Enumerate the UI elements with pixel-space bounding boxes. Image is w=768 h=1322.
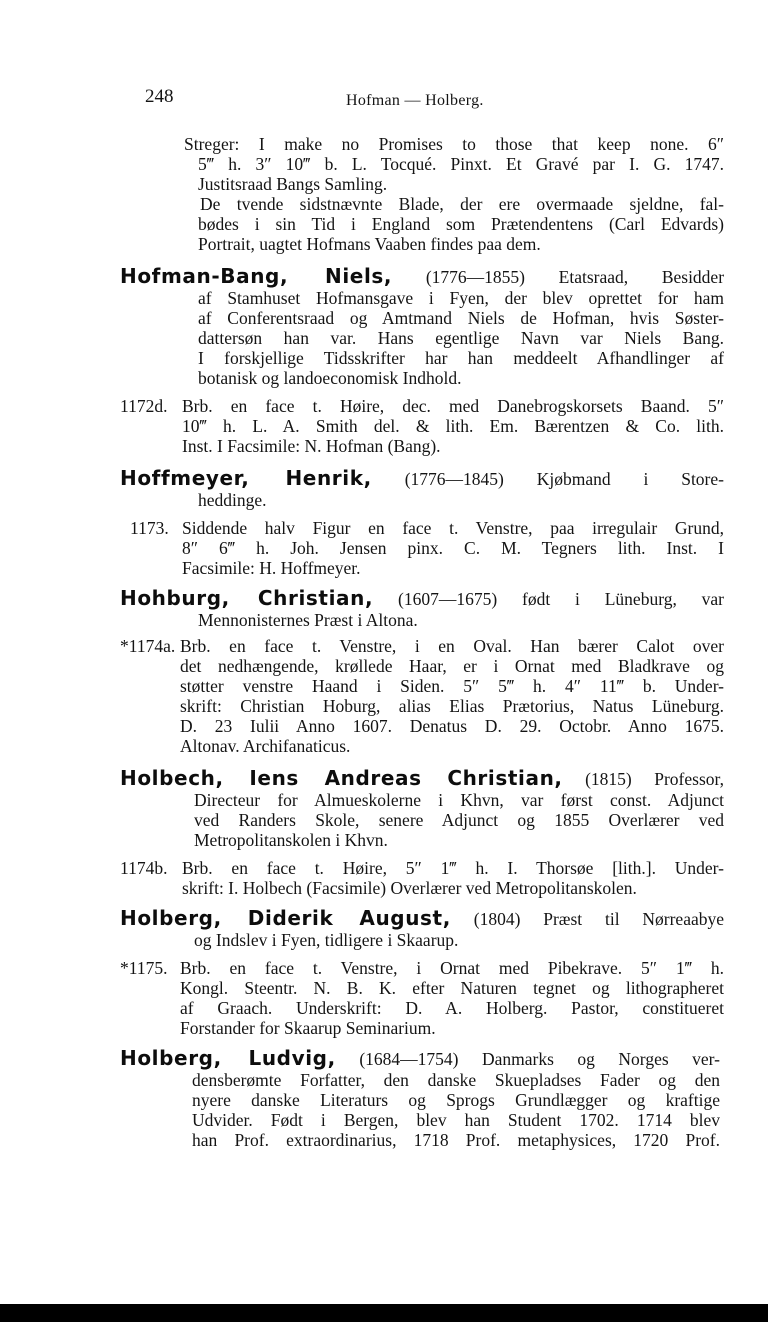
text-line: Facsimile: H. Hoffmeyer. bbox=[182, 558, 361, 578]
entry-heading bbox=[120, 906, 724, 930]
text-line: Streger: I make no Promises to those that keep none. 6″ bbox=[184, 134, 724, 154]
page-number: 248 bbox=[145, 86, 174, 107]
entry-name: Hohburg, Christian, bbox=[120, 586, 374, 610]
entry-heading bbox=[120, 1046, 720, 1070]
text-line: Brb. en face t. Venstre, i en Oval. Han bærer Calot over bbox=[180, 636, 724, 656]
text-line: Siddende halv Figur en face t. Venstre, paa irregulair Grund, bbox=[182, 518, 724, 538]
text-line: bødes i sin Tid i England som Prætendentens (Carl Edvards) bbox=[198, 214, 724, 234]
page-header bbox=[0, 86, 768, 112]
entry-name: Holberg, Diderik August, bbox=[120, 906, 451, 930]
text-line: Kongl. Steentr. N. B. K. efter Naturen tegnet og lithographeret bbox=[180, 978, 724, 998]
entry-holberg-ludvig bbox=[0, 1046, 768, 1150]
text-line: støtter venstre Haand i Siden. 5″ 5‴ h. 4″ 11‴ b. Under- bbox=[180, 676, 724, 696]
entry-heading-rest: (1776—1845) Kjøbmand i Store- bbox=[404, 469, 724, 489]
entry-name: Hofman-Bang, Niels, bbox=[120, 264, 393, 288]
text-line: ved Randers Skole, senere Adjunct og 1855 Overlærer ved bbox=[194, 810, 724, 830]
text-line: De tvende sidstnævnte Blade, der ere overmaade sjeldne, fal- bbox=[200, 194, 724, 214]
item-number: *1174a. bbox=[120, 636, 176, 656]
text-line: skrift: I. Holbech (Facsimile) Overlærer ved Metropolitanskolen. bbox=[182, 878, 637, 898]
entry-holberg-diderik bbox=[0, 906, 768, 1038]
text-line: af Stamhuset Hofmansgave i Fyen, der blev oprettet for ham bbox=[198, 288, 724, 308]
text-line: Metropolitanskolen i Khvn. bbox=[194, 830, 388, 850]
continuation-block bbox=[184, 134, 724, 254]
entry-hofman-bang bbox=[0, 264, 768, 456]
entry-heading bbox=[120, 466, 724, 490]
catalog-item bbox=[0, 518, 768, 578]
entry-hoffmeyer bbox=[0, 466, 768, 578]
text-line: Brb. en face t. Venstre, i Ornat med Pibekrave. 5″ 1‴ h. bbox=[180, 958, 724, 978]
text-line: 8″ 6‴ h. Joh. Jensen pinx. C. M. Tegners lith. Inst. I bbox=[182, 538, 724, 558]
entry-heading bbox=[120, 586, 724, 610]
text-line: han Prof. extraordinarius, 1718 Prof. metaphysices, 1720 Prof. bbox=[192, 1130, 720, 1150]
text-line: Portrait, uagtet Hofmans Vaaben findes paa dem. bbox=[198, 234, 541, 254]
text-line: skrift: Christian Hoburg, alias Elias Prætorius, Natus Lüneburg. bbox=[180, 696, 724, 716]
text-line: det nedhængende, krøllede Haar, er i Ornat med Bladkrave og bbox=[180, 656, 724, 676]
entry-heading-rest: (1815) Professor, bbox=[585, 769, 724, 789]
text-line: 10‴ h. L. A. Smith del. & lith. Em. Bærentzen & Co. lith. bbox=[182, 416, 724, 436]
entry-heading bbox=[120, 766, 724, 790]
catalog-item bbox=[0, 958, 768, 1038]
text-line: Mennonisternes Præst i Altona. bbox=[198, 610, 418, 630]
text-line: af Graach. Underskrift: D. A. Holberg. Pastor, constitueret bbox=[180, 998, 724, 1018]
text-line: Udvider. Født i Bergen, blev han Student 1702. 1714 blev bbox=[192, 1110, 720, 1130]
entry-heading-rest: (1804) Præst til Nørreaabye bbox=[473, 909, 724, 929]
text-line: Forstander for Skaarup Seminarium. bbox=[180, 1018, 436, 1038]
text-line: Directeur for Almueskolerne i Khvn, var først const. Adjunct bbox=[194, 790, 724, 810]
running-title: Hofman — Holberg. bbox=[346, 92, 484, 109]
catalog-item bbox=[0, 636, 768, 756]
text-line: Brb. en face t. Høire, dec. med Danebrogskorsets Baand. 5″ bbox=[182, 396, 724, 416]
entry-heading-rest: (1776—1855) Etatsraad, Besidder bbox=[425, 267, 724, 287]
text-line: D. 23 Iulii Anno 1607. Denatus D. 29. Octobr. Anno 1675. bbox=[180, 716, 724, 736]
text-line: dattersøn han var. Hans egentlige Navn var Niels Bang. bbox=[198, 328, 724, 348]
entry-name: Holbech, Iens Andreas Christian, bbox=[120, 766, 563, 790]
item-number: 1174b. bbox=[120, 858, 168, 878]
text-line: heddinge. bbox=[198, 490, 267, 510]
text-line: botanisk og landoeconomisk Indhold. bbox=[198, 368, 462, 388]
entry-hohburg bbox=[0, 586, 768, 756]
text-line: nyere danske Literaturs og Sprogs Grundlægger og kraftige bbox=[192, 1090, 720, 1110]
entry-heading bbox=[120, 264, 724, 288]
text-line: Justitsraad Bangs Samling. bbox=[198, 174, 388, 194]
entry-name: Hoffmeyer, Henrik, bbox=[120, 466, 372, 490]
text-line: I forskjellige Tidsskrifter har han meddeelt Afhandlinger af bbox=[198, 348, 724, 368]
item-number: 1173. bbox=[130, 518, 169, 538]
entry-name: Holberg, Ludvig, bbox=[120, 1046, 336, 1070]
text-line: Inst. I Facsimile: N. Hofman (Bang). bbox=[182, 436, 441, 456]
catalog-item bbox=[0, 396, 768, 456]
text-line: 5‴ h. 3″ 10‴ b. L. Tocqué. Pinxt. Et Gravé par I. G. 1747. bbox=[198, 154, 724, 174]
entry-heading-rest: (1684—1754) Danmarks og Norges ver- bbox=[359, 1049, 720, 1069]
text-line: af Conferentsraad og Amtmand Niels de Hofman, hvis Søster- bbox=[198, 308, 724, 328]
entry-heading-rest: (1607—1675) født i Lüneburg, var bbox=[398, 589, 724, 609]
page-body bbox=[0, 134, 768, 1150]
entry-holbech bbox=[0, 766, 768, 898]
scan-bottom-border bbox=[0, 1304, 768, 1322]
item-number: *1175. bbox=[120, 958, 168, 978]
text-line: og Indslev i Fyen, tidligere i Skaarup. bbox=[194, 930, 459, 950]
text-line: densberømte Forfatter, den danske Skuepladses Fader og den bbox=[192, 1070, 720, 1090]
text-line: Altonav. Archifanaticus. bbox=[180, 736, 351, 756]
item-number: 1172d. bbox=[120, 396, 168, 416]
catalog-item bbox=[0, 858, 768, 898]
text-line: Brb. en face t. Høire, 5″ 1‴ h. I. Thorsøe [lith.]. Under- bbox=[182, 858, 724, 878]
